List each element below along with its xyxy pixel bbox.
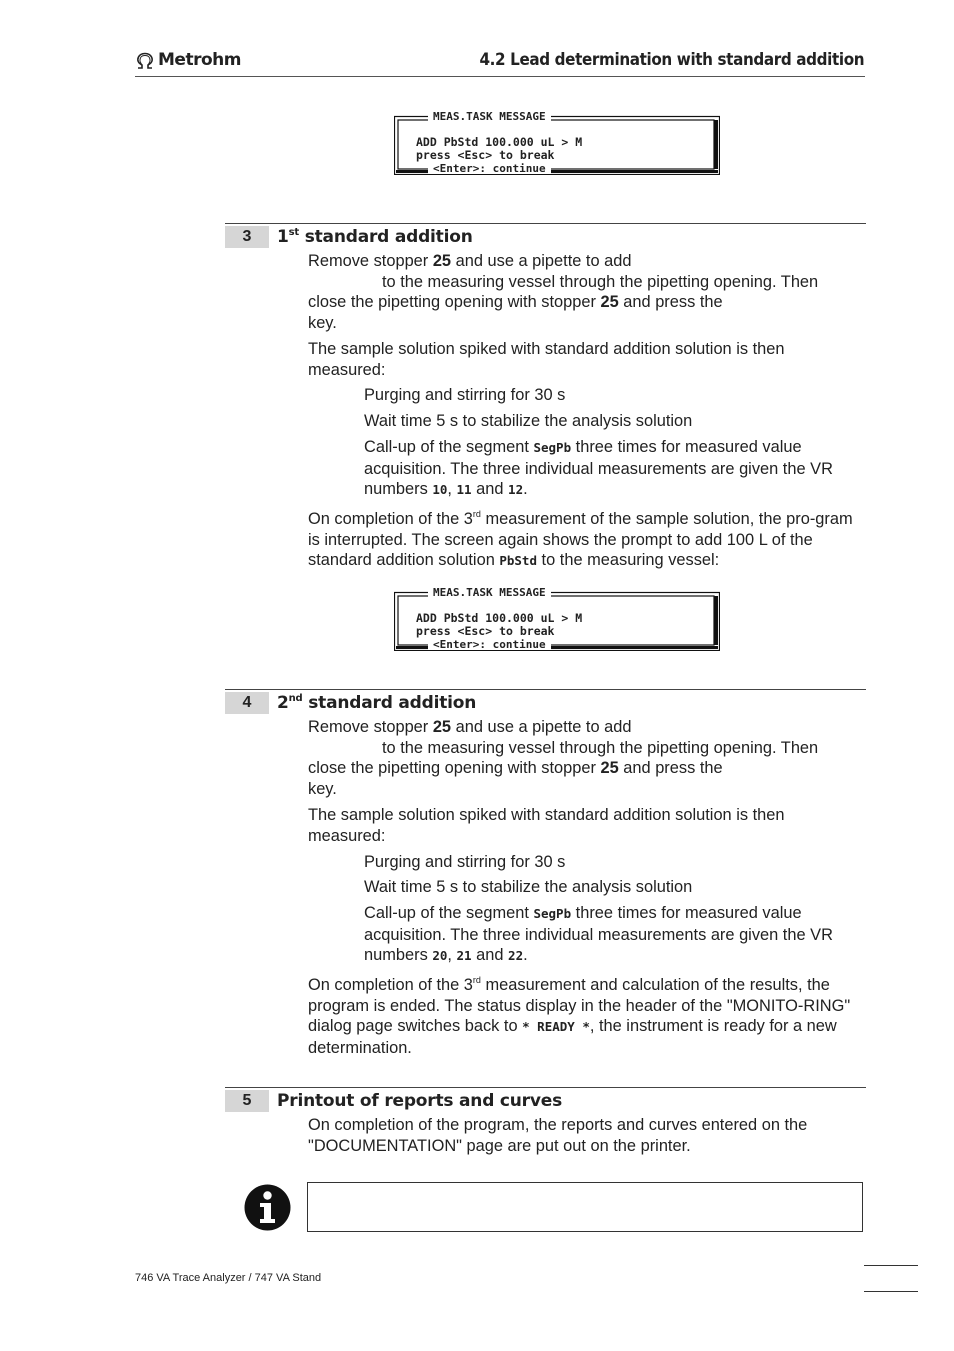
terminal-footer: <Enter>: continue <box>428 163 551 174</box>
terminal-line: ADD PbStd 100.000 uL > M <box>416 611 583 625</box>
step4-instructions: Remove stopper 25 and use a pipette to add to the measuring vessel through the pipetting opening. Then close the pipetting opening with stopper 25 and press the key. <box>308 718 819 799</box>
terminal-footer: <Enter>: continue <box>428 639 551 650</box>
step-rule <box>225 1087 866 1088</box>
spiked-text: The sample solution spiked with standard addition solution is then measured: <box>308 340 785 379</box>
list-item: Call-up of the segment SegPb three times for measured value acquisition. The three individual measurements are given the VR numbers 10, 11 and 12. <box>364 438 833 499</box>
footer-text: 746 VA Trace Analyzer / 747 VA Stand <box>135 1272 322 1284</box>
step-title: 1st standard addition <box>277 227 473 247</box>
brand-logo <box>135 50 241 70</box>
step3-instructions: Remove stopper 25 and use a pipette to add to the measuring vessel through the pipetting opening. Then close the pipetting opening with stopper 25 and press the key. <box>308 252 819 333</box>
step-title: 2nd standard addition <box>277 693 477 713</box>
terminal-title: MEAS.TASK MESSAGE <box>428 111 551 122</box>
info-icon <box>244 1184 291 1236</box>
terminal-title: MEAS.TASK MESSAGE <box>428 587 551 598</box>
brand-name: Metrohm <box>158 50 241 70</box>
section-title: 4.2 Lead determination with standard addition <box>479 50 864 69</box>
footer-rule <box>864 1291 918 1292</box>
footer-rule <box>864 1265 918 1266</box>
terminal-message-box <box>394 587 720 651</box>
printout-text: On completion of the program, the reports and curves entered on the "DOCUMENTATION" page are put out on the printer. <box>308 1116 808 1155</box>
terminal-message-box <box>394 111 720 175</box>
step-number: 4 <box>225 692 269 714</box>
list-item: Wait time 5 s to stabilize the analysis solution <box>364 412 693 430</box>
terminal-line: press <Esc> to break <box>416 148 555 162</box>
terminal-line: ADD PbStd 100.000 uL > M <box>416 135 583 149</box>
step-rule <box>225 689 866 690</box>
completion-text: On completion of the 3rd measurement of the sample solution, the pro-gram is interrupted. The screen again shows the prompt to add 100 L of the standard addition solution PbStd to the measuring vessel: <box>308 509 853 570</box>
step-number: 5 <box>225 1090 269 1112</box>
note-box <box>307 1182 863 1232</box>
step-title: Printout of reports and curves <box>277 1091 562 1111</box>
list-item: Wait time 5 s to stabilize the analysis solution <box>364 878 693 896</box>
terminal-line: press <Esc> to break <box>416 624 555 638</box>
completion-text: On completion of the 3rd measurement and calculation of the results, the program is ended. The status display in the header of the "MONITO-RING" dialog page switches back to * READY *, the instrument is ready for a new determination. <box>308 975 851 1058</box>
list-item: Call-up of the segment SegPb three times for measured value acquisition. The three individual measurements are given the VR numbers 20, 21 and 22. <box>364 904 833 965</box>
omega-logo-icon <box>135 52 155 69</box>
step-number: 3 <box>225 226 269 248</box>
header-rule <box>135 76 865 77</box>
list-item: Purging and stirring for 30 s <box>364 853 566 871</box>
spiked-text: The sample solution spiked with standard addition solution is then measured: <box>308 806 785 845</box>
step-rule <box>225 223 866 224</box>
list-item: Purging and stirring for 30 s <box>364 386 566 404</box>
